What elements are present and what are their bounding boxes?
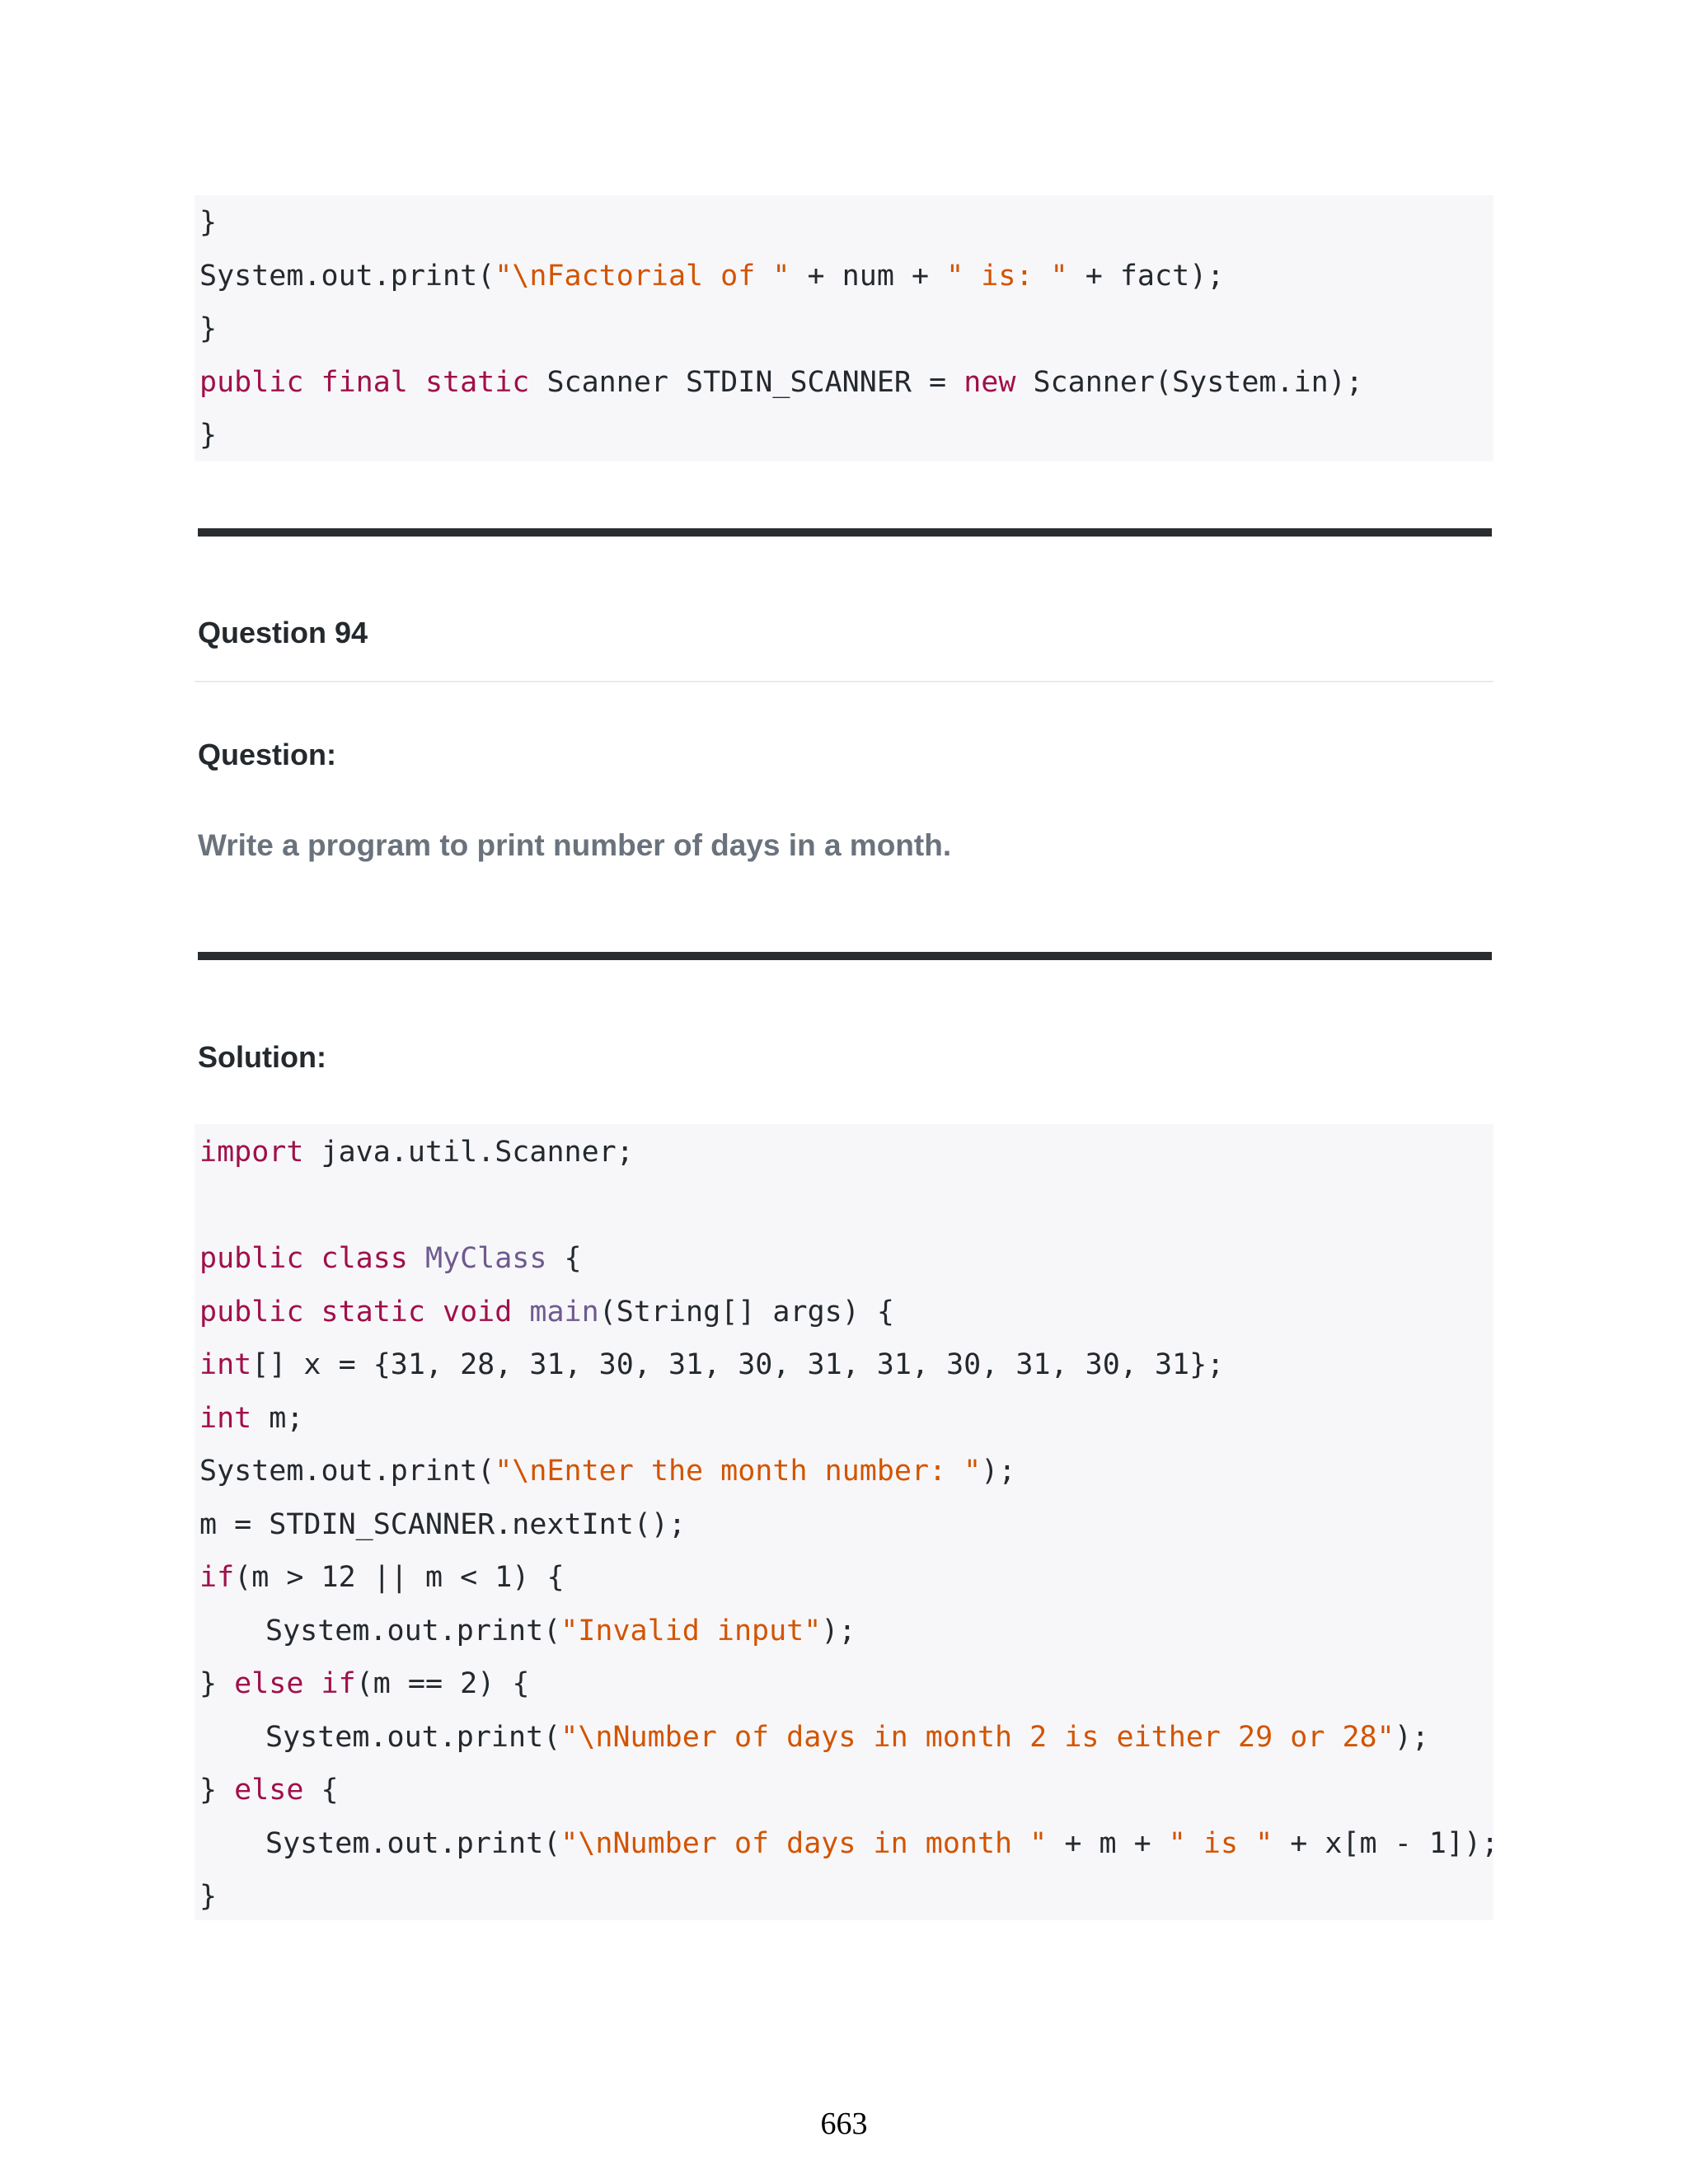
code-line — [199, 409, 1493, 462]
heading-underline — [195, 681, 1493, 682]
code-line — [199, 1338, 1493, 1392]
code-line — [199, 302, 1493, 356]
code-text: } — [199, 1774, 235, 1807]
code-line — [199, 356, 1493, 410]
code-keyword: static — [321, 1295, 425, 1329]
page-number: 663 — [820, 2107, 868, 2141]
code-block-factorial-end — [195, 195, 1493, 462]
code-text: + x[m - 1]); — [1273, 1826, 1499, 1860]
code-identifier: MyClass — [424, 1242, 547, 1275]
code-line — [199, 1179, 1493, 1233]
code-text: [] x = {31, 28, 31, 30, 31, 30, 31, 31, 30, 31, 30, 31}; — [251, 1348, 1225, 1381]
code-line — [199, 1711, 1493, 1765]
code-text: } — [199, 1667, 235, 1700]
code-keyword: int — [199, 1401, 252, 1435]
code-keyword: public — [199, 365, 304, 399]
code-text: + m + — [1047, 1826, 1169, 1860]
code-text: m; — [251, 1401, 304, 1435]
code-keyword: static — [424, 365, 530, 399]
code-keyword: final — [321, 365, 408, 399]
code-line — [199, 1392, 1493, 1446]
code-text: System.out.print( — [265, 1614, 561, 1647]
code-string: " is: " — [946, 259, 1068, 293]
code-block-solution — [195, 1124, 1499, 1920]
code-line — [199, 1817, 1499, 1871]
code-text: (m > 12 || m < 1) { — [234, 1561, 565, 1594]
question-heading: Question 94 — [198, 616, 368, 649]
code-keyword: int — [199, 1348, 252, 1381]
code-line — [199, 250, 1493, 303]
code-keyword: class — [321, 1242, 408, 1275]
code-string: "\nFactorial of " — [495, 259, 790, 293]
code-text — [303, 1667, 321, 1700]
code-text: { — [303, 1774, 339, 1807]
code-text — [303, 366, 321, 399]
code-text: ); — [1394, 1720, 1429, 1754]
question-label: Question: — [198, 738, 336, 771]
code-line — [199, 1445, 1493, 1498]
code-identifier: main — [529, 1295, 599, 1329]
code-keyword: void — [443, 1295, 513, 1329]
code-keyword: if — [321, 1667, 356, 1700]
code-keyword: else — [234, 1667, 304, 1700]
code-text — [425, 1296, 443, 1329]
code-text: } — [199, 206, 218, 239]
code-text: ); — [981, 1455, 1016, 1488]
code-line — [199, 1605, 1493, 1658]
code-string: "\nEnter the month number: " — [495, 1455, 982, 1488]
code-text: System.out.print( — [199, 259, 495, 293]
code-text — [408, 1242, 425, 1275]
code-text: java.util.Scanner; — [303, 1136, 634, 1169]
code-keyword: public — [199, 1242, 304, 1275]
code-line — [199, 1286, 1493, 1339]
code-keyword: public — [199, 1295, 304, 1329]
code-line — [199, 1870, 1493, 1924]
code-text: + num + — [790, 259, 947, 293]
code-text: Scanner STDIN_SCANNER = — [529, 365, 964, 399]
section-divider — [198, 528, 1492, 537]
code-text: (String[] args) { — [598, 1295, 894, 1329]
code-text — [512, 1296, 529, 1329]
code-text: System.out.print( — [265, 1720, 561, 1754]
code-line — [199, 1498, 1493, 1552]
code-text: ); — [821, 1614, 856, 1647]
code-text: System.out.print( — [265, 1826, 561, 1860]
code-text: (m == 2) { — [355, 1667, 530, 1700]
code-text: } — [199, 419, 218, 452]
question-text: Write a program to print number of days in a month. — [198, 828, 952, 862]
code-text: { — [546, 1242, 582, 1275]
code-keyword: import — [199, 1136, 304, 1169]
section-divider — [198, 952, 1492, 960]
code-text — [408, 366, 425, 399]
code-text — [303, 1242, 321, 1275]
code-string: "\nNumber of days in month 2 is either 29 or 28" — [560, 1720, 1395, 1754]
code-text: m = STDIN_SCANNER.nextInt(); — [199, 1507, 687, 1541]
code-keyword: else — [234, 1774, 304, 1807]
code-line — [199, 196, 1493, 250]
solution-label: Solution: — [198, 1040, 326, 1074]
code-string: " is " — [1168, 1826, 1273, 1860]
code-keyword: if — [199, 1561, 235, 1594]
code-line — [199, 1551, 1493, 1605]
code-text: } — [199, 1880, 218, 1913]
code-line — [199, 1126, 1493, 1179]
code-text: + fact); — [1067, 259, 1225, 293]
code-string: "\nNumber of days in month " — [560, 1826, 1048, 1860]
code-line — [199, 1657, 1493, 1711]
code-text: System.out.print( — [199, 1455, 495, 1488]
code-text: } — [199, 312, 218, 345]
code-text — [303, 1296, 321, 1329]
code-text: Scanner(System.in); — [1015, 365, 1363, 399]
code-keyword: new — [964, 365, 1016, 399]
code-line — [199, 1764, 1493, 1817]
code-string: "Invalid input" — [560, 1614, 822, 1647]
code-line — [199, 1232, 1493, 1286]
